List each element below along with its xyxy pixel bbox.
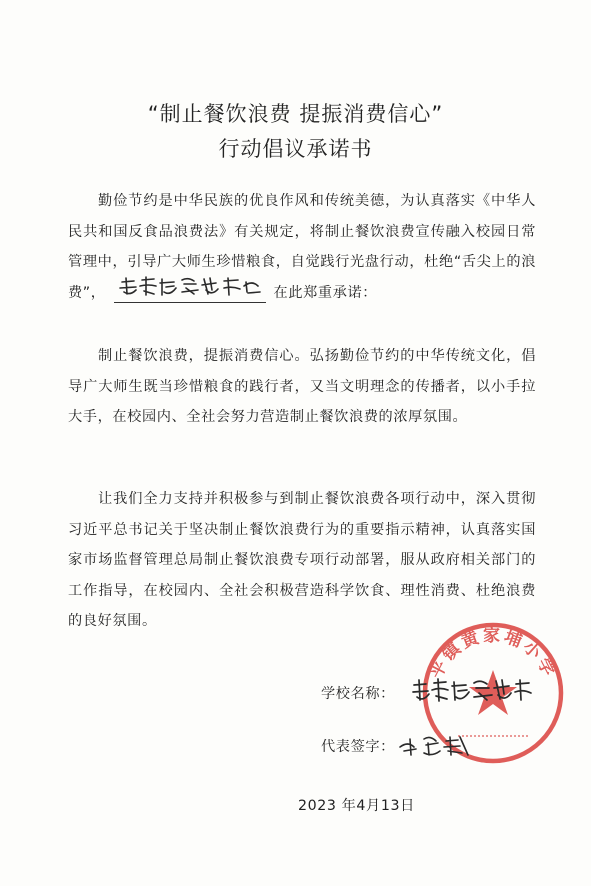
inline-school-signature — [114, 278, 266, 303]
representative-label: 代表签字： — [321, 739, 395, 755]
paragraph-1-text: 勤俭节约是中华民族的优良作风和传统美德，为认真落实《中华人民共和国反食品浪费法》有关规定，将制止餐饮浪费宣传融入校园日常管理中，引导广大师生珍惜粮食，自觉践行光盘行动，杜绝“舌尖上的浪费”， — [68, 193, 536, 301]
school-name-label: 学校名称： — [321, 686, 395, 702]
paragraph-1-tail: 在此郑重承诺： — [273, 284, 378, 301]
school-signature-icon — [410, 676, 534, 706]
date-text: 2023 年4月13日 — [298, 798, 415, 814]
paragraph-1 — [68, 186, 536, 308]
paragraph-2: 制止餐饮浪费，提振消费信心。弘扬勤俭节约的中华传统文化，倡导广大师生既当珍惜粮食的践行者，又当文明理念的传播者，以小手拉大手，在校园内、全社会努力营造制止餐饮浪费的浓厚氛围。 — [68, 348, 536, 425]
title-line-2: 行动倡议承诺书 — [218, 137, 373, 161]
title-line-1: “制止餐饮浪费 提振消费信心” — [147, 102, 444, 126]
svg-text:平镇黄家埔小学: 平镇黄家埔小学 — [426, 625, 560, 682]
handwritten-school-name-icon — [116, 274, 264, 300]
representative-signature-icon — [398, 733, 476, 759]
paragraph-3: 让我们全力支持并积极参与到制止餐饮浪费各项行动中，深入贯彻习近平总书记关于坚决制止餐饮浪费行为的重要指示精神，认真落实国家市场监督管理总局制止餐饮浪费专项行动部署，服从政府相关部门的工作指导，在校园内、全社会积极营造科学饮食、理性消费、杜绝浪费的良好氛围。 — [68, 491, 536, 629]
